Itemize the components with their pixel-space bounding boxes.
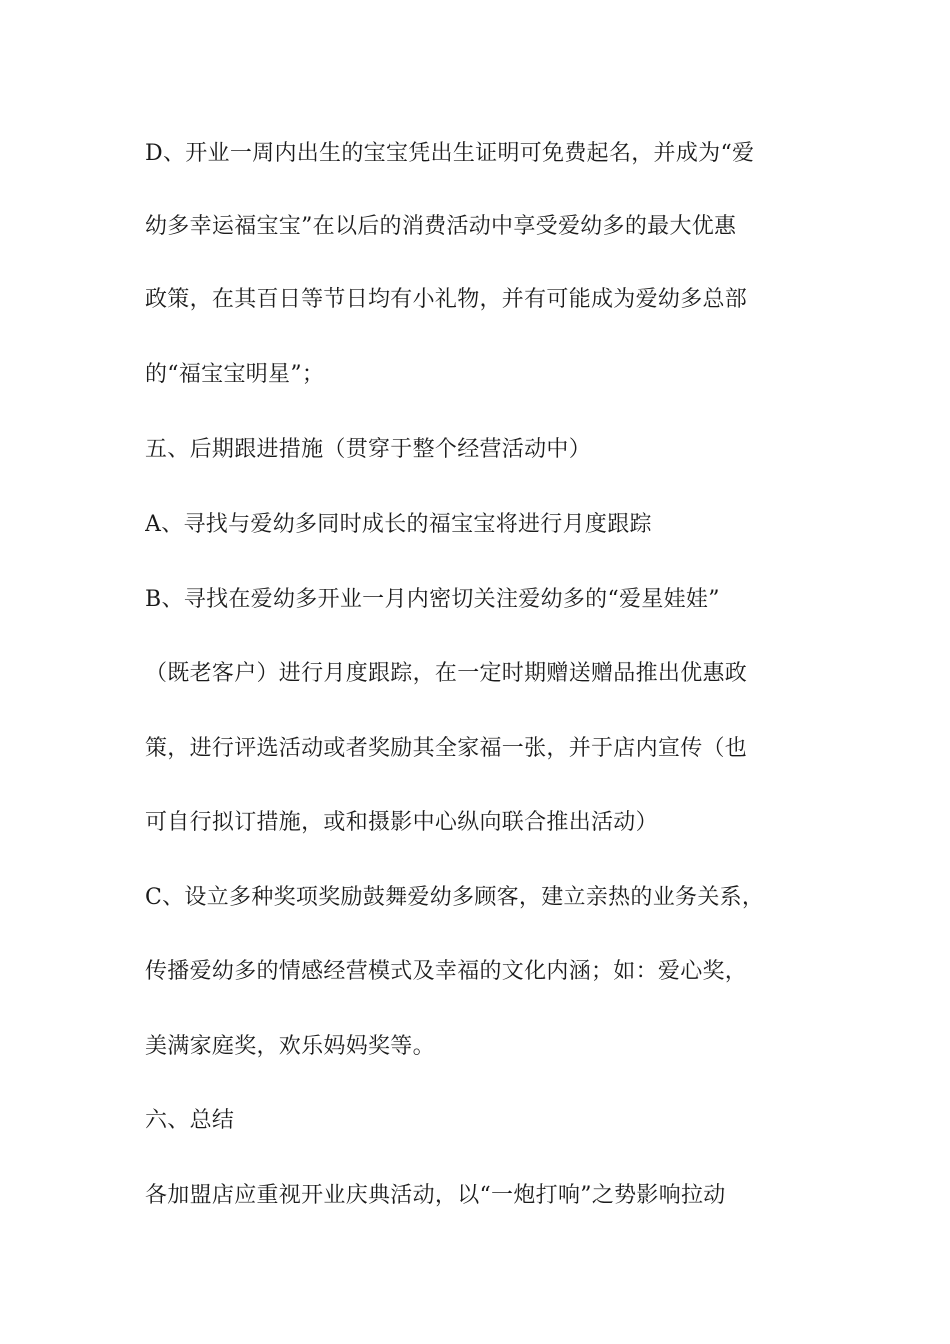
text-line: B、寻找在爱幼多开业一月内密切关注爱幼多的“爱星娃娃” xyxy=(145,587,720,612)
text-line: 可自行拟订措施，或和摄影中心纵向联合推出活动） xyxy=(145,810,658,835)
text-line: C、设立多种奖项奖励鼓舞爱幼多顾客，建立亲热的业务关系， xyxy=(145,885,765,910)
text-line: 各加盟店应重视开业庆典活动，以“一炮打响”之势影响拉动 xyxy=(145,1183,726,1208)
text-line: 策，进行评选活动或者奖励其全家福一张，并于店内宣传（也 xyxy=(145,736,748,761)
text-line: A、寻找与爱幼多同时成长的福宝宝将进行月度跟踪 xyxy=(145,512,652,537)
text-line: 政策，在其百日等节日均有小礼物，并有可能成为爱幼多总部 xyxy=(145,287,748,312)
text-line: 的“福宝宝明星”； xyxy=(145,362,325,387)
text-line: D、开业一周内出生的宝宝凭出生证明可免费起名，并成为“爱 xyxy=(145,141,755,166)
text-line: 传播爱幼多的情感经营模式及幸福的文化内涵；如：爱心奖， xyxy=(145,959,748,984)
text-line: 幼多幸运福宝宝”在以后的消费活动中享受爱幼多的最大优惠 xyxy=(145,214,737,239)
section-heading: 六、总结 xyxy=(145,1108,235,1133)
text-line: 美满家庭奖，欢乐妈妈奖等。 xyxy=(145,1034,435,1059)
section-heading: 五、后期跟进措施（贯穿于整个经营活动中） xyxy=(145,437,592,462)
text-line: （既老客户）进行月度跟踪，在一定时期赠送赠品推出优惠政 xyxy=(145,661,748,686)
